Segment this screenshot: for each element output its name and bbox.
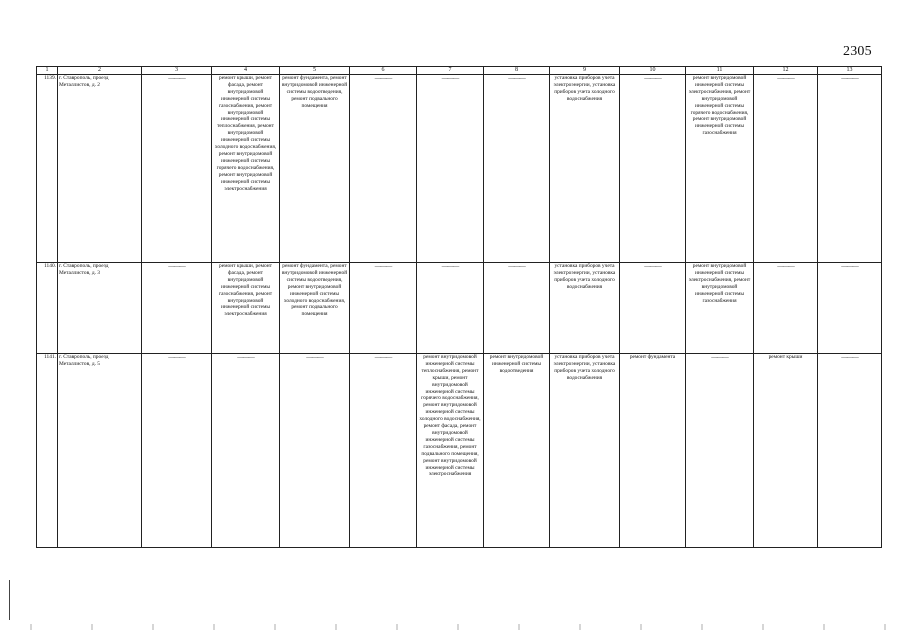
dash-mark: ——— — [777, 75, 794, 82]
cell-col-3 — [142, 263, 212, 354]
cell-col-5: ремонт фундамента, ремонт внутридомовой инженерной системы водоотведения, ремонт подвального помещения — [280, 75, 350, 263]
cell-col-8: ремонт внутридомовой инженерной системы водоотведения — [484, 354, 550, 548]
cell-col-13 — [818, 75, 882, 263]
cell-col-11: ремонт внутридомовой инженерной системы электроснабжения, ремонт внутридомовой инженерной системы газоснабжения — [686, 263, 754, 354]
cell-col-10 — [620, 263, 686, 354]
dash-mark: ——— — [306, 354, 323, 361]
dash-mark: ——— — [168, 75, 185, 82]
cell-col-8 — [484, 263, 550, 354]
dash-mark: ——— — [841, 75, 858, 82]
column-number: 9 — [550, 67, 620, 75]
column-number: 2 — [58, 67, 142, 75]
cell-col-10: ремонт фундамента — [620, 354, 686, 548]
dash-mark: ——— — [508, 263, 525, 270]
cell-col-12: ремонт крыши — [754, 354, 818, 548]
dash-mark: ——— — [168, 263, 185, 270]
cell-col-5: ремонт фундамента, ремонт внутридомовой инженерной системы водоотведения, ремонт внутридомовой инженерной системы холодного водоснабжения, ремонт подвального помещения — [280, 263, 350, 354]
dash-mark: ——— — [374, 263, 392, 270]
dash-mark: ——— — [374, 354, 392, 361]
dash-mark: ——— — [777, 263, 794, 270]
cell-col-12 — [754, 75, 818, 263]
cell-col-13 — [818, 354, 882, 548]
cell-col-13 — [818, 263, 882, 354]
cell-col-6 — [350, 354, 417, 548]
cell-col-4: ремонт крыши, ремонт фасада, ремонт внутридомовой инженерной системы газоснабжения, ремонт внутридомовой инженерной системы электроснабжения — [212, 263, 280, 354]
dash-mark: ——— — [441, 263, 459, 270]
table-row — [37, 354, 882, 548]
column-number-row — [37, 67, 882, 75]
column-number: 13 — [818, 67, 882, 75]
cell-col-12 — [754, 263, 818, 354]
dash-mark: ——— — [644, 263, 661, 270]
column-number: 3 — [142, 67, 212, 75]
dash-mark: ——— — [841, 354, 858, 361]
cell-col-9: установка приборов учета электроэнергии, установка приборов учета холодного водоснабжения — [550, 75, 620, 263]
page-number: 2305 — [843, 44, 872, 59]
table-row — [37, 75, 882, 263]
column-number: 10 — [620, 67, 686, 75]
column-number: 1 — [37, 67, 58, 75]
column-number: 8 — [484, 67, 550, 75]
address-cell: г. Ставрополь, проезд Металлистов, д. 2 — [58, 75, 142, 263]
cell-col-4 — [212, 354, 280, 548]
cell-col-7 — [417, 75, 484, 263]
column-number: 5 — [280, 67, 350, 75]
repair-schedule-table — [36, 66, 882, 548]
dash-mark: ——— — [237, 354, 254, 361]
cell-col-7 — [417, 263, 484, 354]
cell-col-9: установка приборов учета электроэнергии, установка приборов учета холодного водоснабжения — [550, 354, 620, 548]
column-number: 7 — [417, 67, 484, 75]
row-number: 1141. — [37, 354, 58, 548]
dash-mark: ——— — [168, 354, 185, 361]
cell-col-6 — [350, 75, 417, 263]
cell-col-6 — [350, 263, 417, 354]
cell-col-3 — [142, 354, 212, 548]
column-number: 6 — [350, 67, 417, 75]
cell-col-7: ремонт внутридомовой инженерной системы теплоснабжения, ремонт крыши, ремонт внутридомовой инженерной системы горячего водоснабжения, ремонт внутридомовой инженерной системы холодного водоснабжения, ремонт фасада, ремонт внутридомовой инженерной системы газоснабжения, ремонт подвального помещения, ремонт внутридомовой инженерной системы электроснабжения — [417, 354, 484, 548]
scan-artifact-strip — [0, 624, 905, 630]
cell-col-9: установка приборов учета электроэнергии, установка приборов учета холодного водоснабжения — [550, 263, 620, 354]
cell-col-10 — [620, 75, 686, 263]
address-cell: г. Ставрополь, проезд Металлистов, д. 3 — [58, 263, 142, 354]
column-number: 11 — [686, 67, 754, 75]
dash-mark: ——— — [841, 263, 858, 270]
cell-col-11: ремонт внутридомовой инженерной системы электроснабжения, ремонт внутридомовой инженерной системы горячего водоснабжения, ремонт внутридомовой инженерной системы газоснабжения — [686, 75, 754, 263]
cell-col-8 — [484, 75, 550, 263]
address-cell: г. Ставрополь, проезд Металлистов, д. 5 — [58, 354, 142, 548]
dash-mark: ——— — [644, 75, 661, 82]
dash-mark: ——— — [441, 75, 459, 82]
cell-col-5 — [280, 354, 350, 548]
table-row — [37, 263, 882, 354]
scan-edge-line — [9, 580, 10, 620]
column-number: 4 — [212, 67, 280, 75]
dash-mark: ——— — [711, 354, 728, 361]
cell-col-4: ремонт крыши, ремонт фасада, ремонт внутридомовой инженерной системы газоснабжения, ремонт внутридомовой инженерной системы теплоснабжения, ремонт внутридомовой инженерной системы холодного водоснабжения, ремонт внутридомовой инженерной системы горячего водоснабжения, ремонт внутридомовой инженерной системы электроснабжения — [212, 75, 280, 263]
dash-mark: ——— — [508, 75, 525, 82]
column-number: 12 — [754, 67, 818, 75]
cell-col-3 — [142, 75, 212, 263]
cell-col-11 — [686, 354, 754, 548]
row-number: 1140. — [37, 263, 58, 354]
row-number: 1139. — [37, 75, 58, 263]
dash-mark: ——— — [374, 75, 392, 82]
